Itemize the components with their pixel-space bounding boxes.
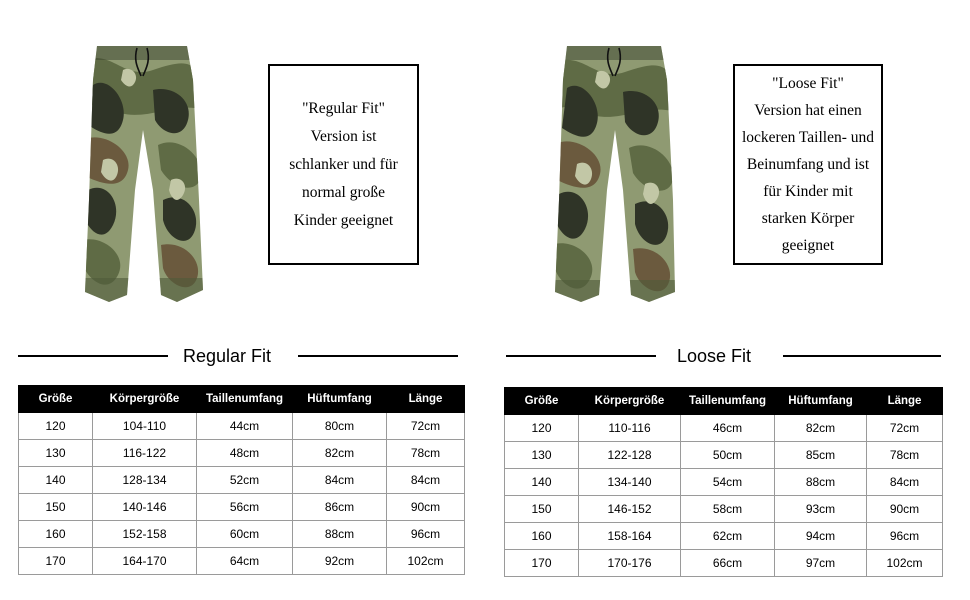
table-cell: 72cm [867,415,943,442]
table-row [19,548,465,575]
table-cell: 48cm [197,440,293,467]
divider-line [298,355,458,357]
description-line: schlanker und für [289,155,398,173]
header-cell: Taillenumfang [681,388,775,415]
table-cell: 97cm [775,550,867,577]
table-cell: 146-152 [579,496,681,523]
table-cell: 128-134 [93,467,197,494]
table-cell: 90cm [387,494,465,521]
table-cell: 164-170 [93,548,197,575]
table-cell: 62cm [681,523,775,550]
description-line: Kinder geeignet [293,211,394,229]
description-line: geeignet [781,237,835,254]
table-cell: 134-140 [579,469,681,496]
table-row [505,415,943,442]
table-cell: 116-122 [93,440,197,467]
loose-fit-heading-row [506,343,941,369]
table-cell: 88cm [293,521,387,548]
table-cell: 60cm [197,521,293,548]
table-cell: 66cm [681,550,775,577]
table-cell: 88cm [775,469,867,496]
table-cell: 96cm [387,521,465,548]
table-cell: 44cm [197,413,293,440]
description-line: normal große [301,183,386,201]
header-cell: Länge [867,388,943,415]
table-cell: 158-164 [579,523,681,550]
table-cell: 122-128 [579,442,681,469]
loose-fit-panel [485,0,970,600]
description-line: Beinumfang und ist [746,156,870,173]
header-cell: Hüftumfang [293,386,387,413]
table-cell: 104-110 [93,413,197,440]
table-cell: 130 [19,440,93,467]
table-cell: 78cm [867,442,943,469]
table-cell: 86cm [293,494,387,521]
table-cell: 130 [505,442,579,469]
table-cell: 152-158 [93,521,197,548]
table-row [505,442,943,469]
divider-line [783,355,941,357]
table-cell: 84cm [387,467,465,494]
description-line: "Loose Fit" [772,75,844,92]
table-cell: 84cm [867,469,943,496]
regular-fit-heading-row [18,343,458,369]
table-cell: 78cm [387,440,465,467]
description-line: Version ist [310,127,377,145]
table-cell: 58cm [681,496,775,523]
table-cell: 90cm [867,496,943,523]
table-row [19,413,465,440]
table-cell: 170-176 [579,550,681,577]
description-line: für Kinder mit [763,183,853,200]
table-cell: 72cm [387,413,465,440]
table-cell: 93cm [775,496,867,523]
header-cell: Hüftumfang [775,388,867,415]
table-cell: 92cm [293,548,387,575]
table-cell: 160 [505,523,579,550]
camo-pants-image [83,40,203,305]
table-cell: 56cm [197,494,293,521]
description-line: starken Körper [761,210,855,227]
table-cell: 85cm [775,442,867,469]
table-row [19,440,465,467]
table-cell: 170 [505,550,579,577]
table-cell: 96cm [867,523,943,550]
table-cell: 94cm [775,523,867,550]
table-row [505,496,943,523]
table-cell: 120 [505,415,579,442]
loose-fit-heading: Loose Fit [677,346,752,366]
regular-fit-heading: Regular Fit [183,346,272,366]
table-cell: 82cm [293,440,387,467]
table-row [19,521,465,548]
divider-line [18,355,168,357]
table-cell: 46cm [681,415,775,442]
description-line: Version hat einen [754,102,862,119]
header-cell: Körpergröße [579,388,681,415]
table-row [19,467,465,494]
table-cell: 82cm [775,415,867,442]
loose-fit-description [733,64,883,265]
table-row [505,550,943,577]
description-line: lockeren Taillen- und [741,129,875,146]
table-cell: 102cm [387,548,465,575]
description-line: "Regular Fit" [302,99,385,117]
table-cell: 150 [19,494,93,521]
header-cell: Größe [505,388,579,415]
header-cell: Körpergröße [93,386,197,413]
table-cell: 50cm [681,442,775,469]
table-header-row [19,386,465,413]
table-cell: 84cm [293,467,387,494]
table-cell: 140 [505,469,579,496]
header-cell: Länge [387,386,465,413]
table-header-row [505,388,943,415]
table-row [19,494,465,521]
regular-fit-size-table [18,385,465,575]
table-cell: 110-116 [579,415,681,442]
table-cell: 102cm [867,550,943,577]
table-cell: 140-146 [93,494,197,521]
table-cell: 140 [19,467,93,494]
header-cell: Taillenumfang [197,386,293,413]
regular-fit-description [268,64,419,265]
table-cell: 160 [19,521,93,548]
divider-line [506,355,656,357]
table-cell: 52cm [197,467,293,494]
loose-fit-size-table [504,387,943,577]
camo-pants-image [555,40,675,305]
table-cell: 170 [19,548,93,575]
table-cell: 120 [19,413,93,440]
header-cell: Größe [19,386,93,413]
table-row [505,469,943,496]
table-row [505,523,943,550]
table-cell: 80cm [293,413,387,440]
table-cell: 54cm [681,469,775,496]
table-cell: 64cm [197,548,293,575]
table-cell: 150 [505,496,579,523]
